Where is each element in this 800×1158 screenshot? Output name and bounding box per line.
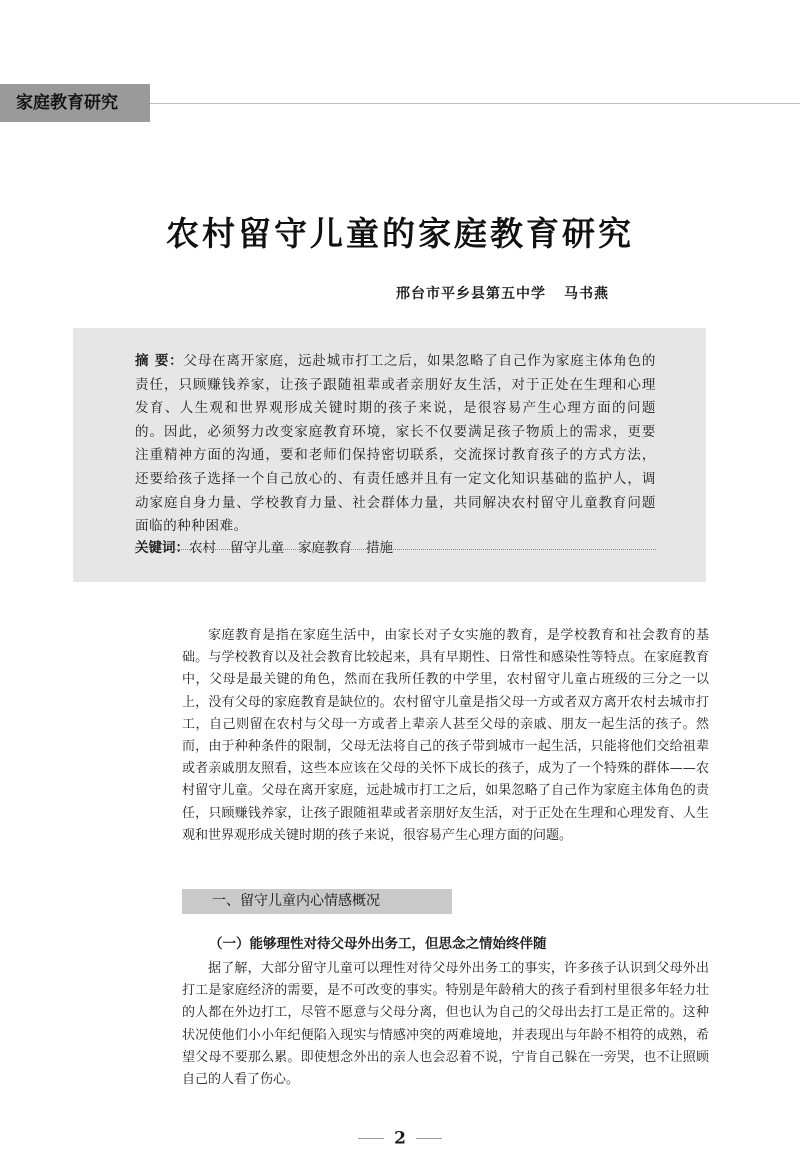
- keywords-label: 关键词：: [135, 540, 189, 556]
- page-footer: [0, 1128, 800, 1152]
- abstract-paragraph: [135, 350, 656, 539]
- subsection-paragraph: 据了解，大部分留守儿童可以理性对待父母外出务工的事实，许多孩子认识到父母外出打工是家庭经济的需要，是不可改变的事实。特别是年龄稍大的孩子看到村里很多年轻力壮的人都在外边打工，尽管不愿意与父母分离，但也认为自己的父母出去打工是正常的。这种状况使他们小小年纪便陷入现实与情感冲突的两难境地，并表现出与年龄不相符的成熟，希望父母不要那么累。即使想念外出的亲人也会忍着不说，宁肯自己躲在一旁哭，也不让照顾自己的人看了伤心。: [182, 961, 709, 1088]
- keyword: 家庭教育: [298, 540, 352, 556]
- footer-dash-right: [416, 1138, 442, 1139]
- footer-dash-left: [358, 1138, 384, 1139]
- section-title: 家庭教育研究: [16, 93, 118, 113]
- header-rule: [150, 103, 800, 104]
- keyword: 农村: [189, 540, 216, 556]
- author-affiliation: 邢台市平乡县第五中学: [396, 286, 546, 302]
- intro-paragraph: 家庭教育是指在家庭生活中，由家长对子女实施的教育，是学校教育和社会教育的基础。与学校教育以及社会教育比较起来，具有早期性、日常性和感染性等特点。在家庭教育中，父母是最关键的角色，然而在我所任教的中学里，农村留守儿童占班级的三分之一以上，没有父母的家庭教育是缺位的。农村留守儿童是指父母一方或者双方离开农村去城市打工，自己则留在农村与父母一方或者上辈亲人甚至父母的亲戚、朋友一起生活的孩子。然而，由于种种条件的限制，父母无法将自己的孩子带到城市一起生活，只能将他们交给祖辈或者亲戚朋友照看，这些本应该在父母的关怀下成长的孩子，成为了一个特殊的群体——农村留守儿童。父母在离开家庭，远赴城市打工之后，如果忽略了自己作为家庭主体角色的责任，只顾赚钱养家，让孩子跟随祖辈或者亲朋好友生活，对于正处在生理和心理发育、人生观和世界观形成关键时期的孩子来说，很容易产生心理方面的问题。: [182, 628, 709, 843]
- intro-block: [182, 625, 709, 847]
- section-heading: 一、留守儿童内心情感概况: [182, 889, 452, 914]
- page-number: 2: [394, 1128, 406, 1149]
- abstract-box: [73, 328, 706, 582]
- subsection-block: [182, 958, 709, 1091]
- keyword: 措施: [366, 540, 393, 556]
- article-title: 农村留守儿童的家庭教育研究: [166, 214, 634, 253]
- section-tab: [0, 84, 150, 122]
- author-line: [396, 283, 609, 303]
- author-name: 马书燕: [564, 286, 609, 302]
- abstract-text: 父母在离开家庭，远赴城市打工之后，如果忽略了自己作为家庭主体角色的责任，只顾赚钱养家，让孩子跟随祖辈或者亲朋好友生活，对于正处在生理和心理发育、人生观和世界观形成关键时期的孩子来说，是很容易产生心理方面的问题的。因此，必须努力改变家庭教育环境，家长不仅要满足孩子物质上的需求，更要注重精神方面的沟通，要和老师们保持密切联系，交流探讨教育孩子的方式方法，还要给孩子选择一个自己放心的、有责任感并且有一定文化知识基础的监护人，调动家庭自身力量、学校教育力量、社会群体力量，共同解决农村留守儿童教育问题面临的种种困难。: [135, 353, 656, 535]
- subsection-heading: （一）能够理性对待父母外出务工，但思念之情始终伴随: [209, 936, 547, 952]
- keywords-line: [135, 536, 407, 556]
- keyword: 留守儿童: [230, 540, 284, 556]
- abstract-label: 摘 要：: [135, 353, 184, 369]
